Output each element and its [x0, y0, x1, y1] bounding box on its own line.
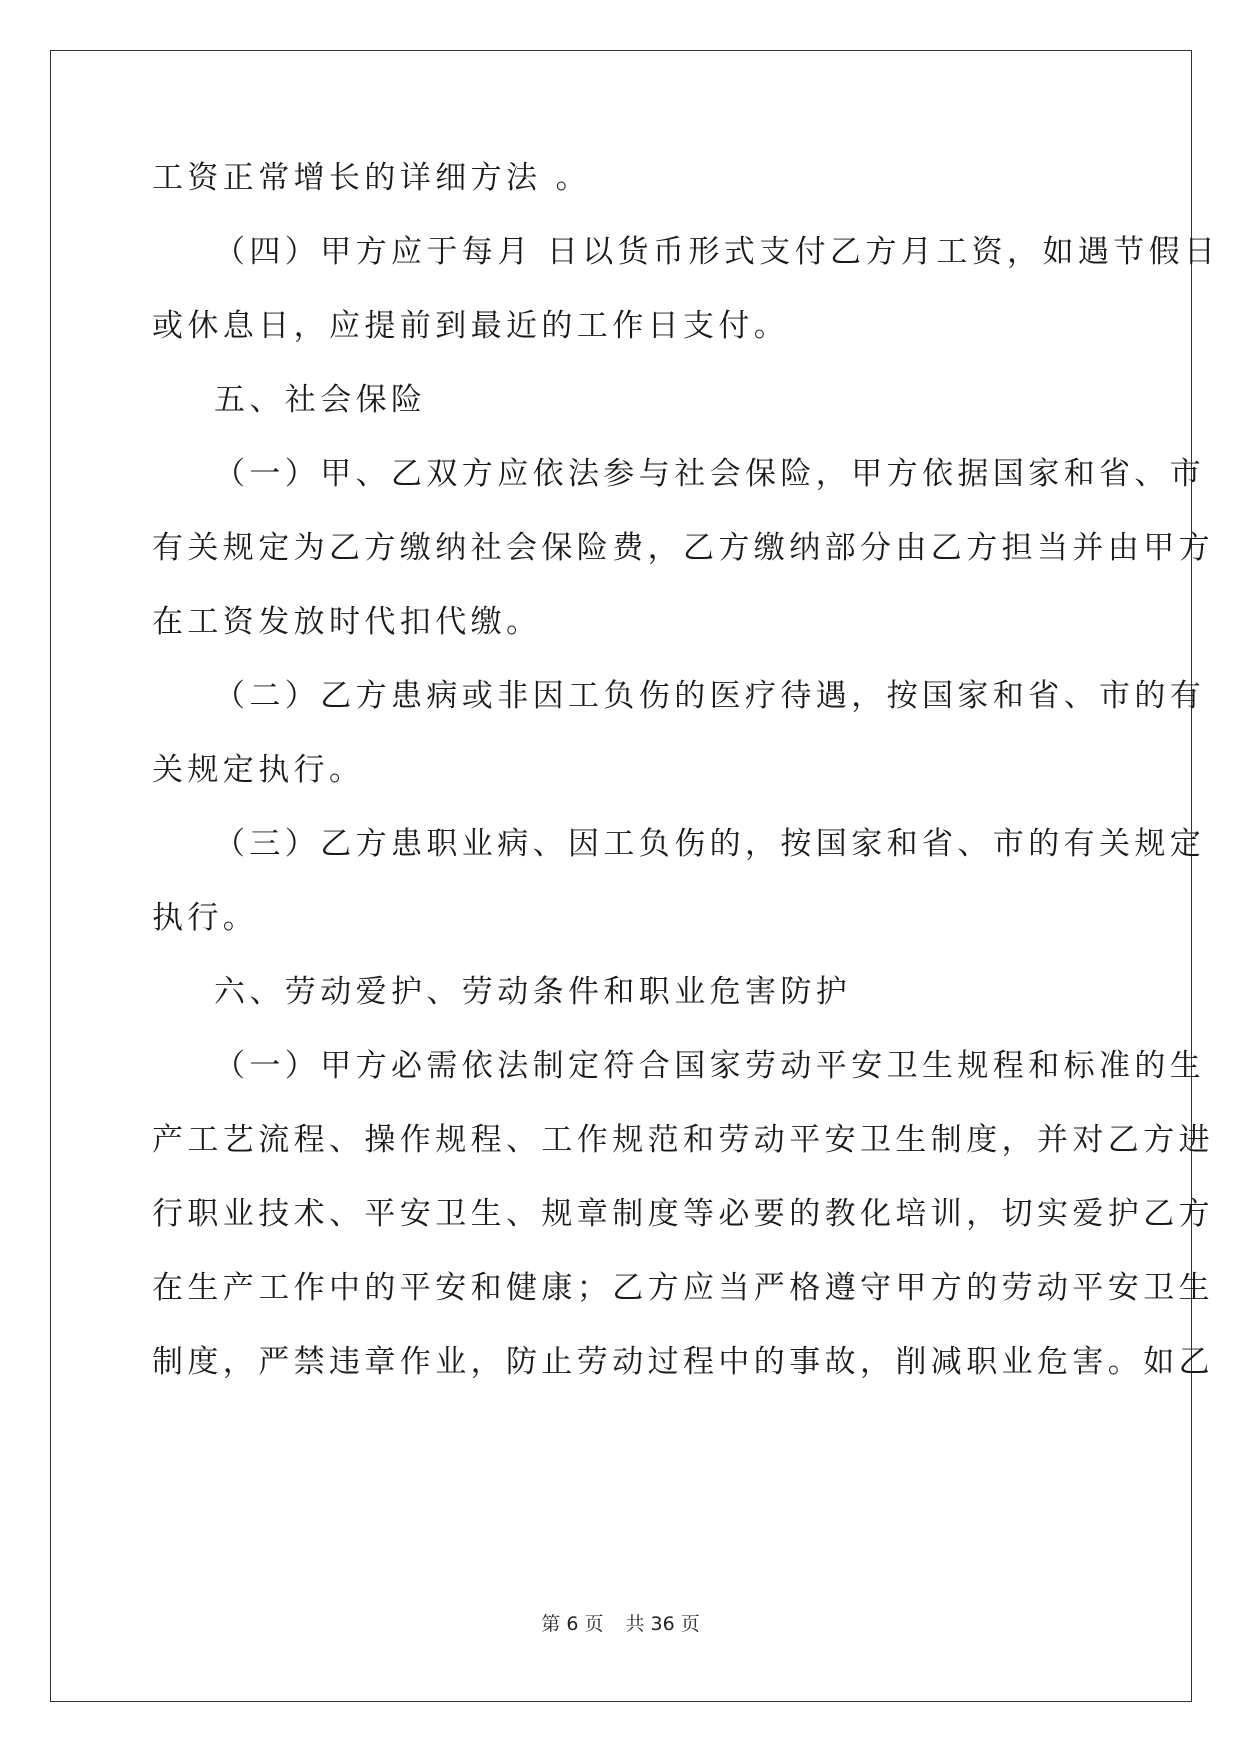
text-line: 行职业技术、平安卫生、规章制度等必要的教化培训，切实爱护乙方: [152, 1196, 1214, 1232]
page-footer: [0, 1611, 1241, 1637]
text-line: 工资正常增长的详细方法 。: [152, 160, 592, 196]
text-line: 在生产工作中的平安和健康；乙方应当严格遵守甲方的劳动平安卫生: [152, 1270, 1214, 1306]
text-line: 有关规定为乙方缴纳社会保险费，乙方缴纳部分由乙方担当并由甲方: [152, 530, 1214, 566]
text-line: 制度，严禁违章作业，防止劳动过程中的事故，削减职业危害。如乙: [152, 1344, 1214, 1380]
text-line: 产工艺流程、操作规程、工作规范和劳动平安卫生制度，并对乙方进: [152, 1122, 1214, 1158]
text-line: （二）乙方患病或非因工负伤的医疗待遇，按国家和省、市的有: [214, 678, 1206, 714]
page-total: 共 36 页: [625, 1613, 700, 1635]
text-line: 执行。: [152, 900, 259, 936]
page-border: [50, 50, 1192, 1702]
section-heading: 六、劳动爱护、劳动条件和职业危害防护: [214, 974, 852, 1010]
text-line: （四）甲方应于每月 日以货币形式支付乙方月工资，如遇节假日: [214, 234, 1220, 270]
text-line: （一）甲、乙双方应依法参与社会保险，甲方依据国家和省、市: [214, 456, 1206, 492]
section-heading: 五、社会保险: [214, 382, 427, 418]
page-number: 第 6 页: [541, 1613, 604, 1635]
text-line: （一）甲方必需依法制定符合国家劳动平安卫生规程和标准的生: [214, 1048, 1206, 1084]
text-line: 或休息日，应提前到最近的工作日支付。: [152, 308, 790, 344]
text-line: 关规定执行。: [152, 752, 365, 788]
text-line: 在工资发放时代扣代缴。: [152, 604, 542, 640]
text-line: （三）乙方患职业病、因工负伤的，按国家和省、市的有关规定: [214, 826, 1206, 862]
